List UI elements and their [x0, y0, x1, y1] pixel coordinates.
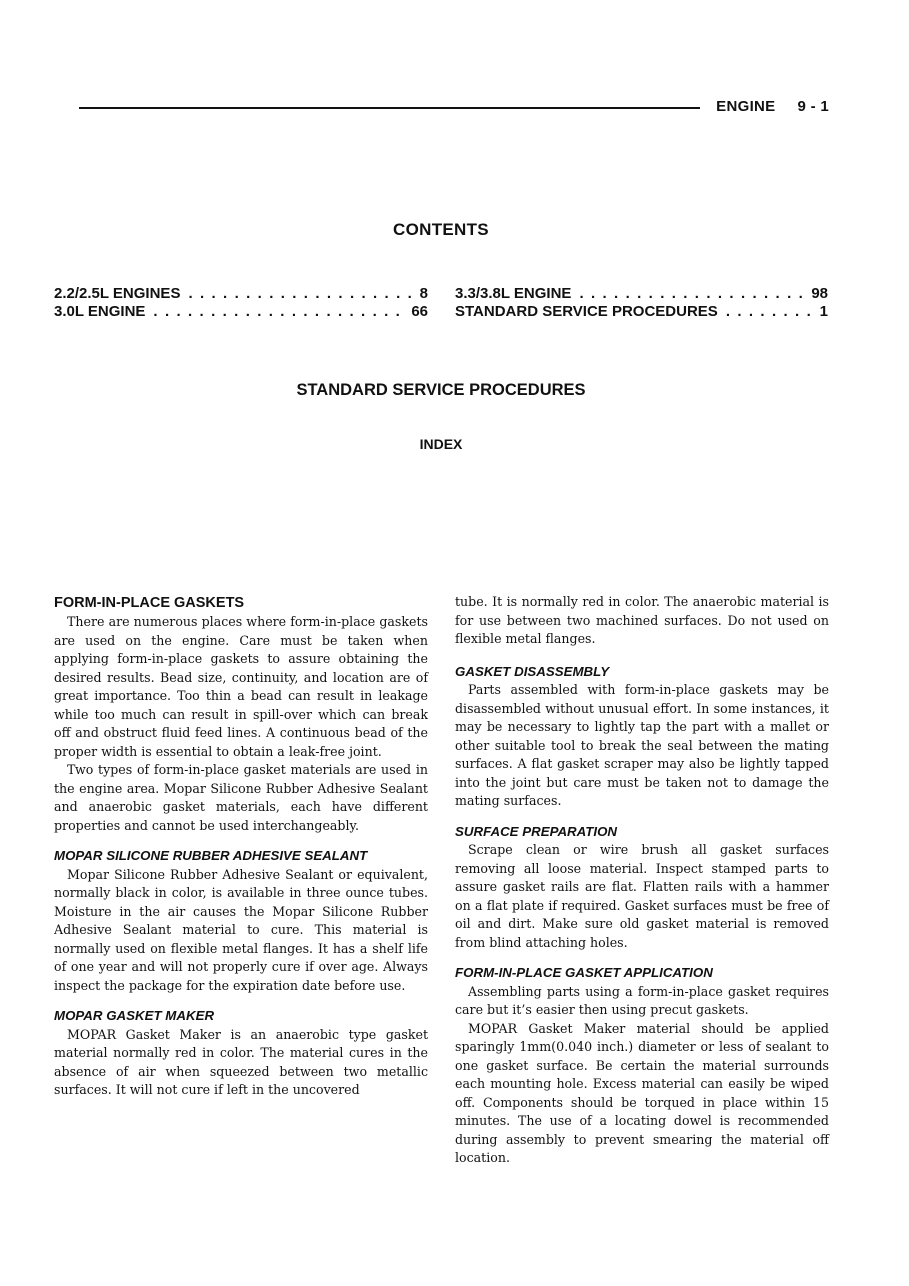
paragraph: Two types of form-in-place gasket materials are used in the engine area. Mopar Silicone Rubber Adhesive Sealant and anaerobic gasket materials, each have different properties and cannot be used interchangeably.: [54, 762, 428, 833]
toc-column-left: [54, 285, 428, 321]
header-page-number: 9 - 1: [797, 98, 829, 115]
running-header: [716, 98, 829, 115]
heading-gasket-disassembly: GASKET DISASSEMBLY: [455, 663, 610, 679]
paragraph: Parts assembled with form-in-place gaskets may be disassembled without unusual effort. In some instances, it may be necessary to lightly tap the part with a mallet or other suitable tool to break the seal between the mating surfaces. A flat gasket scraper may also be lightly tapped into the joint but care must be taken not to damage the mating surfaces.: [455, 682, 829, 808]
toc-entry-page: 98: [811, 285, 828, 302]
heading-gasket-application: FORM-IN-PLACE GASKET APPLICATION: [455, 965, 713, 980]
heading-gasket-maker: MOPAR GASKET MAKER: [54, 1008, 215, 1023]
paragraph: Mopar Silicone Rubber Adhesive Sealant or equivalent, normally black in color, is available in three ounce tubes. Moisture in the air causes the Mopar Silicone Rubber Adhesive Sealant material to cure. This material is normally used on flexible metal flanges. It has a shelf life of one year and will not properly cure if over age. Always inspect the package for the expiration date before use.: [54, 866, 428, 993]
body-column-left: [54, 593, 428, 1100]
heading-silicone-sealant: MOPAR SILICONE RUBBER ADHESIVE SEALANT: [54, 848, 368, 863]
paragraph: MOPAR Gasket Maker material should be applied sparingly 1mm(0.040 inch.) diameter or less of sealant to one gasket surface. Be certain the material surrounds each mounting hole. Excess material can easily be wiped off. Components should be torqued in place within 15 minutes. The use of a locating dowel is recommended during assembly to prevent smearing the material off location.: [455, 1020, 829, 1165]
toc-entry-page: 8: [419, 285, 428, 302]
paragraph: MOPAR Gasket Maker is an anaerobic type gasket material normally red in color. The material cures in the absence of air when squeezed between two metallic surfaces. It will not cure if left in the uncovered: [54, 1026, 428, 1097]
body-column-right: [455, 593, 829, 1168]
paragraph: Assembling parts using a form-in-place gasket requires care but it’s easier then using precut gaskets.: [455, 983, 829, 1017]
toc-column-right: [455, 285, 828, 321]
toc-entry-page: 66: [411, 303, 428, 320]
toc-leader-dots: [153, 303, 407, 321]
heading-form-in-place-gaskets: FORM-IN-PLACE GASKETS: [54, 595, 245, 611]
header-section: ENGINE: [716, 98, 776, 115]
toc-entry-title: 2.2/2.5L ENGINES: [54, 285, 181, 302]
toc-leader-dots: [726, 303, 816, 321]
toc-entry[interactable]: [54, 285, 428, 303]
heading-surface-preparation: SURFACE PREPARATION: [455, 823, 618, 839]
paragraph: There are numerous places where form-in-place gaskets are used on the engine. Care must be taken when applying form-in-place gaskets to assure obtaining the desired results. Bead size, continuity, and location are of great importance. Too thin a bead can result in leakage while too much can result in spill-over which can break off and obstruct fluid feed lines. A continuous bead of the proper width is essential to obtain a leak-free joint.: [54, 614, 428, 759]
toc-leader-dots: [579, 285, 807, 303]
toc-entry[interactable]: [455, 285, 828, 303]
toc-entry-title: 3.3/3.8L ENGINE: [455, 285, 572, 302]
index-title: INDEX: [419, 436, 463, 452]
toc-entry-title: STANDARD SERVICE PROCEDURES: [455, 303, 718, 320]
toc-entry[interactable]: [455, 303, 828, 321]
toc-entry[interactable]: [54, 303, 428, 321]
toc-leader-dots: [188, 285, 415, 303]
toc-entry-page: 1: [819, 303, 828, 320]
paragraph-continued: tube. It is normally red in color. The anaerobic material is for use between two machined surfaces. Do not used on flexible metal flanges.: [455, 594, 829, 646]
toc-entry-title: 3.0L ENGINE: [54, 303, 146, 320]
paragraph: Scrape clean or wire brush all gasket surfaces removing all loose material. Inspect stamped parts to assure gasket rails are flat. Flatten rails with a hammer on a flat plate if required. Gasket surfaces must be free of oil and dirt. Make sure old gasket material is removed from blind attaching holes.: [455, 842, 829, 950]
header-rule: [79, 107, 700, 109]
contents-title: CONTENTS: [393, 220, 489, 239]
section-title: STANDARD SERVICE PROCEDURES: [296, 381, 586, 399]
